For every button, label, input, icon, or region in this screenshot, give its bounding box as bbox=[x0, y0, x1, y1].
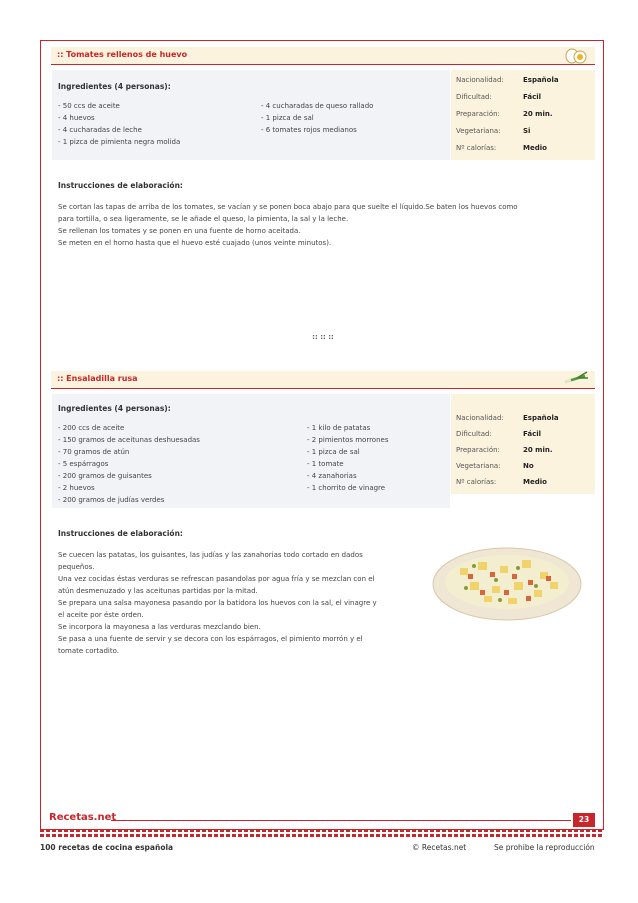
recipe2-instructions-title: Instrucciones de elaboración: bbox=[58, 529, 183, 538]
instruction-line: Se prepara una salsa mayonesa pasando por la batidora los huevos con la sal, el vinagre y bbox=[58, 599, 377, 607]
ingredient-item: - 150 gramos de aceitunas deshuesadas bbox=[58, 436, 200, 444]
info-value: Española bbox=[523, 414, 559, 422]
page-number: 23 bbox=[573, 813, 595, 827]
footer-bar bbox=[41, 808, 603, 830]
ingredient-item: - 200 gramos de judías verdes bbox=[58, 496, 165, 504]
recipe1-ingredients-title: Ingredientes (4 personas): bbox=[58, 82, 171, 91]
recipe2-ingredients-title: Ingredientes (4 personas): bbox=[58, 404, 171, 413]
info-value: Si bbox=[523, 127, 531, 135]
ingredient-item: - 4 cucharadas de leche bbox=[58, 126, 142, 134]
recipe2-info bbox=[451, 394, 595, 494]
ingredient-item: - 5 espárragos bbox=[58, 460, 109, 468]
dashed-divider bbox=[40, 829, 604, 832]
footer-book-title: 100 recetas de cocina española bbox=[40, 843, 174, 852]
ingredient-item: - 6 tomates rojos medianos bbox=[261, 126, 357, 134]
ingredient-item: - 200 gramos de guisantes bbox=[58, 472, 152, 480]
recipe2-title: :: Ensaladilla rusa bbox=[57, 374, 138, 383]
instruction-line: Se cortan las tapas de arriba de los tomates, se vacían y se ponen boca abajo para que suelte el líquido.Se baten los huevos como bbox=[58, 203, 518, 211]
recipe-separator: :: :: :: bbox=[312, 333, 334, 341]
ingredient-item: - 2 pimientos morrones bbox=[307, 436, 389, 444]
footer-notice: Se prohibe la reproducción bbox=[494, 843, 595, 852]
recipe2-ingredients bbox=[52, 394, 450, 508]
ingredient-item: - 1 chorrito de vinagre bbox=[307, 484, 386, 492]
recipe1-title-bar bbox=[51, 47, 595, 65]
instruction-line: atún desmenuzado y las aceitunas partidas por la mitad. bbox=[58, 587, 258, 595]
footer-copyright: © Recetas.net bbox=[412, 843, 467, 852]
recipe1-info bbox=[451, 70, 595, 160]
info-value: Fácil bbox=[523, 93, 542, 101]
info-label: Nacionalidad: bbox=[456, 414, 504, 422]
page-frame bbox=[40, 40, 604, 830]
egg-icon bbox=[563, 46, 589, 64]
info-value: Española bbox=[523, 76, 559, 84]
ingredient-item: - 4 cucharadas de queso rallado bbox=[261, 102, 374, 110]
salad-photo bbox=[430, 538, 584, 626]
ingredient-item: - 1 tomate bbox=[307, 460, 344, 468]
ingredient-item: - 1 kilo de patatas bbox=[307, 424, 371, 432]
instruction-line: Se rellenan los tomates y se ponen en una fuente de horno aceitada. bbox=[58, 227, 301, 235]
ingredient-item: - 2 huevos bbox=[58, 484, 95, 492]
dashed-divider bbox=[40, 834, 604, 837]
recipe1-title: :: Tomates rellenos de huevo bbox=[57, 50, 188, 59]
instruction-line: Se incorpora la mayonesa a las verduras mezclando bien. bbox=[58, 623, 261, 631]
ingredient-item: - 4 huevos bbox=[58, 114, 95, 122]
recipe1-ingredients bbox=[52, 70, 450, 160]
info-label: Vegetariana: bbox=[456, 127, 501, 135]
recipe2-title-bar bbox=[51, 371, 595, 389]
footer-divider bbox=[111, 820, 571, 821]
info-label: Nacionalidad: bbox=[456, 76, 504, 84]
info-label: Preparación: bbox=[456, 110, 500, 118]
ingredient-item: - 50 ccs de aceite bbox=[58, 102, 120, 110]
info-label: Nº calorías: bbox=[456, 478, 497, 486]
instruction-line: tomate cortadito. bbox=[58, 647, 119, 655]
leek-icon bbox=[563, 370, 589, 388]
info-label: Dificultad: bbox=[456, 93, 492, 101]
ingredient-item: - 1 pizca de sal bbox=[307, 448, 360, 456]
info-value: No bbox=[523, 462, 534, 470]
recetas-logo: Recetas.net bbox=[49, 812, 117, 823]
info-value: Fácil bbox=[523, 430, 542, 438]
info-label: Preparación: bbox=[456, 446, 500, 454]
info-label: Dificultad: bbox=[456, 430, 492, 438]
ingredient-item: - 4 zanahorias bbox=[307, 472, 357, 480]
info-value: Medio bbox=[523, 144, 547, 152]
instruction-line: para tortilla, o sea ligeramente, se le añade el queso, la pimienta, la sal y la leche. bbox=[58, 215, 349, 223]
info-value: 20 min. bbox=[523, 446, 553, 454]
ingredient-item: - 1 pizca de sal bbox=[261, 114, 314, 122]
ingredient-item: - 200 ccs de aceite bbox=[58, 424, 125, 432]
ingredient-item: - 70 gramos de atún bbox=[58, 448, 130, 456]
instruction-line: pequeños. bbox=[58, 563, 95, 571]
info-value: Medio bbox=[523, 478, 547, 486]
instruction-line: Se pasa a una fuente de servir y se decora con los espárragos, el pimiento morrón y el bbox=[58, 635, 363, 643]
info-label: Vegetariana: bbox=[456, 462, 501, 470]
ingredient-item: - 1 pizca de pimienta negra molida bbox=[58, 138, 181, 146]
info-label: Nº calorías: bbox=[456, 144, 497, 152]
instruction-line: Una vez cocidas éstas verduras se refrescan pasandolas por agua fría y se mezclan con el bbox=[58, 575, 375, 583]
instruction-line: el aceite por éste orden. bbox=[58, 611, 144, 619]
info-value: 20 min. bbox=[523, 110, 553, 118]
recipe1-instructions-title: Instrucciones de elaboración: bbox=[58, 181, 183, 190]
instruction-line: Se cuecen las patatas, los guisantes, las judías y las zanahorias todo cortado en dados bbox=[58, 551, 363, 559]
instruction-line: Se meten en el horno hasta que el huevo esté cuajado (unos veinte minutos). bbox=[58, 239, 332, 247]
